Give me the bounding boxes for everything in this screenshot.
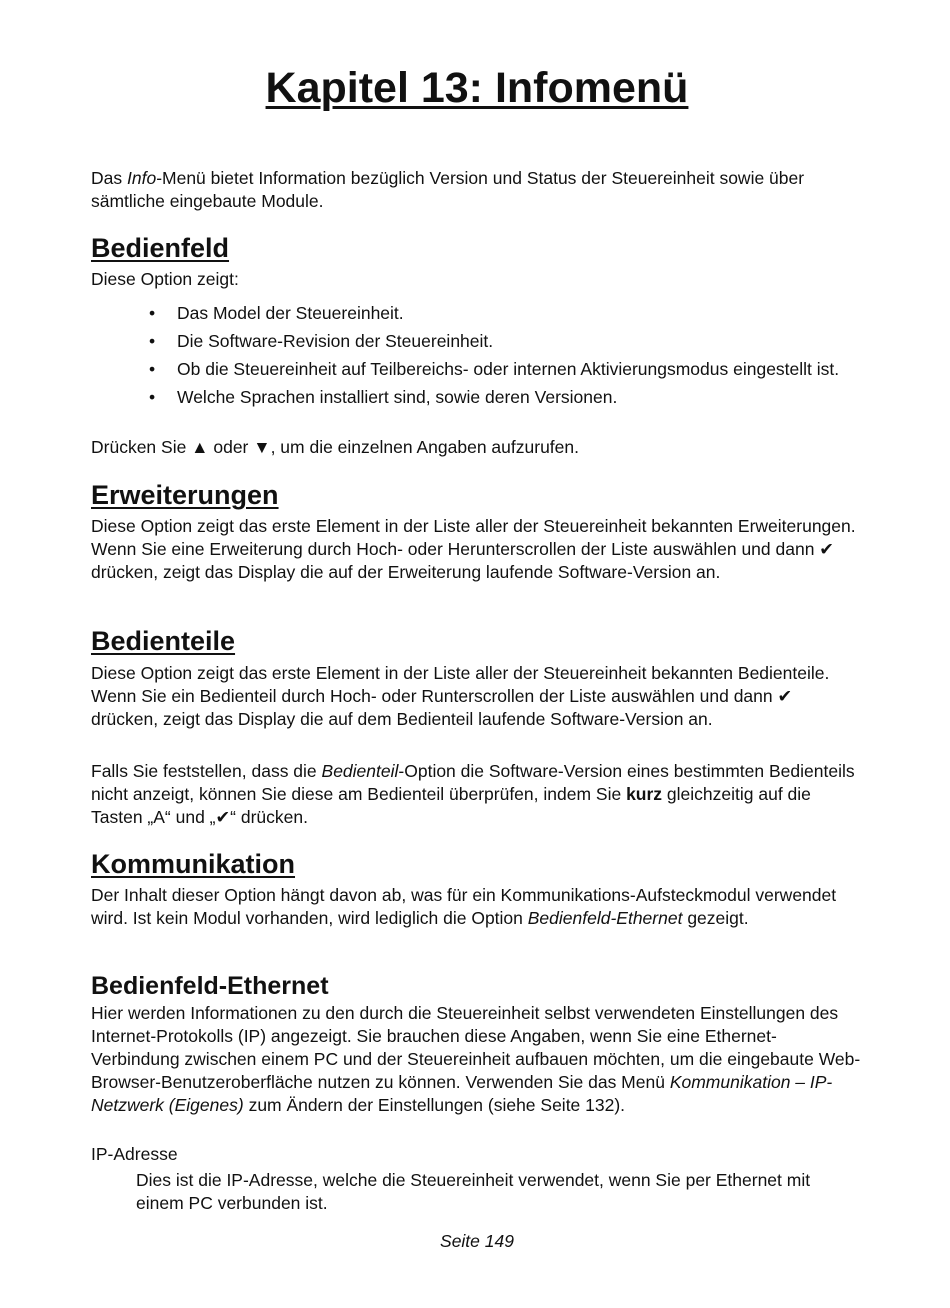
term-ip-adresse-description: Dies ist die IP-Adresse, welche die Steuereinheit verwendet, wenn Sie per Ethernet mit einem PC verbunden ist. xyxy=(136,1170,811,1213)
list-item-text: Ob die Steuereinheit auf Teilbereichs- oder internen Aktivierungsmodus eingestellt ist. xyxy=(177,359,840,379)
list-item-text: Die Software-Revision der Steuereinheit. xyxy=(177,331,494,351)
term-ip-adresse: IP-Adresse xyxy=(91,1144,178,1164)
bedienteile-paragraph-1: Diese Option zeigt das erste Element in der Liste aller der Steuereinheit bekannten Bedienteile. Wenn Sie ein Bedienteil durch Hoch- oder Runterscrollen der Liste auswählen und dann ✔ drücken, zeigt das Display die auf dem Bedienteil laufende Software-Version an. xyxy=(91,663,830,729)
erweiterungen-paragraph: Diese Option zeigt das erste Element in der Liste aller der Steuereinheit bekannten Erweiterungen. Wenn Sie eine Erweiterung durch Hoch- oder Herunterscrollen der Liste auswählen und dann ✔ drücken, zeigt das Display die auf der Erweiterung laufende Software-Version an. xyxy=(91,516,856,582)
bedienfeld-lead: Diese Option zeigt: xyxy=(91,269,239,289)
ethernet-text-post: zum Ändern der Einstellungen (siehe Seite 132). xyxy=(243,1095,626,1115)
bedienfeld-bullet-list xyxy=(147,302,857,414)
list-item xyxy=(147,358,857,381)
ethernet-text-pre: Hier werden Informationen zu den durch die Steuereinheit selbst verwendeten Einstellungen des Internet-Protokolls (IP) angezeigt. Sie brauchen diese Angaben, wenn Sie eine Ethernet-Verbindung zwischen einem PC und der Steuereinheit aufbauen möchten, um die eingebaute Web-Browser-Benutzeroberfläche nutzen zu können. Verwenden Sie das Menü xyxy=(91,1003,861,1092)
intro-text-post: -Menü bietet Information bezüglich Version und Status der Steuereinheit sowie über sämtliche eingebaute Module. xyxy=(91,168,805,211)
bullet-icon: • xyxy=(149,331,156,351)
heading-erweiterungen: Erweiterungen xyxy=(91,480,279,510)
bullet-icon: • xyxy=(149,303,156,323)
list-item xyxy=(147,302,857,325)
kommunikation-text-post: gezeigt. xyxy=(682,908,749,928)
kommunikation-text-pre: Der Inhalt dieser Option hängt davon ab, was für ein Kommunikations-Aufsteckmodul verwendet wird. Ist kein Modul vorhanden, wird lediglich die Option xyxy=(91,885,837,928)
list-item xyxy=(147,386,857,409)
intro-paragraph xyxy=(91,167,863,213)
bedienteile-text-mid: -Option die Software-Version eines bestimmten Bedienteils nicht anzeigt, können Sie diese am Bedienteil überprüfen, indem Sie xyxy=(91,761,855,804)
heading-kommunikation: Kommunikation xyxy=(91,849,296,879)
bedienfeld-press-instruction: Drücken Sie ▲ oder ▼, um die einzelnen Angaben aufzurufen. xyxy=(91,437,579,457)
bedienteile-text-pre: Falls Sie feststellen, dass die xyxy=(91,761,322,781)
bedienteile-text-bold: kurz xyxy=(626,784,663,804)
intro-text-emphasis: Info xyxy=(126,168,157,188)
ethernet-paragraph xyxy=(91,1002,863,1117)
heading-bedienfeld: Bedienfeld xyxy=(91,233,230,263)
page-title: Kapitel 13: Infomenü xyxy=(265,64,689,112)
kommunikation-text-emphasis: Bedienfeld-Ethernet xyxy=(527,908,683,928)
bedienteile-text-emphasis: Bedienteil xyxy=(321,761,399,781)
kommunikation-paragraph xyxy=(91,884,863,930)
page-number: Seite 149 xyxy=(440,1231,514,1251)
heading-bedienteile: Bedienteile xyxy=(91,626,236,656)
list-item-text: Das Model der Steuereinheit. xyxy=(177,303,404,323)
list-item xyxy=(147,330,857,353)
intro-text-pre: Das xyxy=(91,168,127,188)
bullet-icon: • xyxy=(149,387,156,407)
list-item-text: Welche Sprachen installiert sind, sowie deren Versionen. xyxy=(177,387,618,407)
bedienteile-text-post: gleichzeitig auf die Tasten „A“ und „✔“ drücken. xyxy=(91,784,811,827)
bedienteile-paragraph-2 xyxy=(91,760,863,829)
heading-bedienfeld-ethernet: Bedienfeld-Ethernet xyxy=(91,972,329,1000)
bullet-icon: • xyxy=(149,359,156,379)
ethernet-text-emphasis: Kommunikation – IP-Netzwerk (Eigenes) xyxy=(91,1072,833,1115)
